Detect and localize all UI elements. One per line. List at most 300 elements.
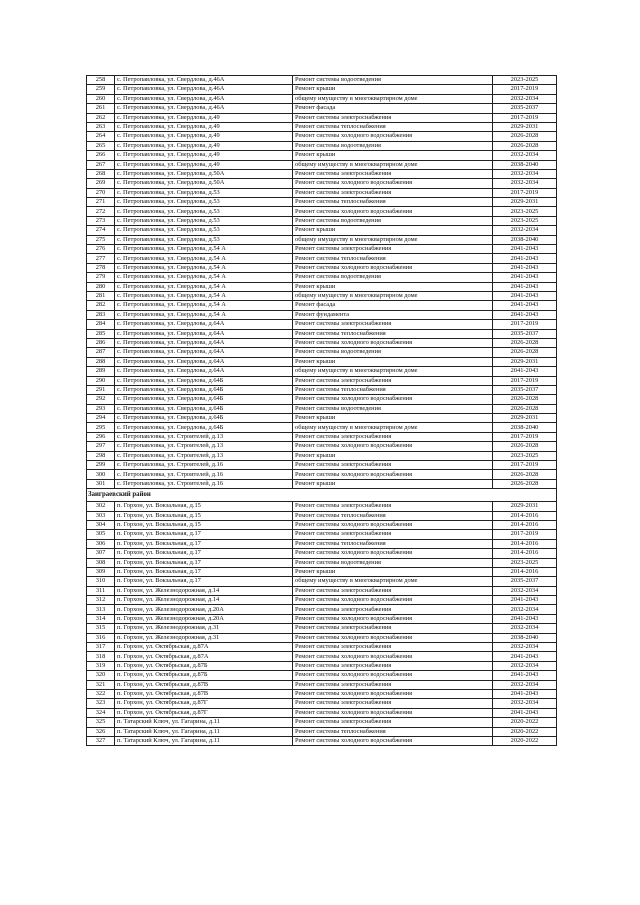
- row-number-cell: 259: [87, 85, 115, 94]
- row-number-cell: 264: [87, 132, 115, 141]
- table-row: [87, 423, 557, 432]
- work-type-cell: Ремонт системы холодного водоснабжения: [293, 549, 493, 558]
- work-type-cell: Ремонт системы холодного водоснабжения: [293, 652, 493, 661]
- period-cell: 2014-2016: [493, 539, 557, 548]
- row-number-cell: 302: [87, 502, 115, 511]
- work-type-cell: Ремонт крыши: [293, 414, 493, 423]
- period-cell: 2017-2019: [493, 432, 557, 441]
- section-header-row: [87, 489, 557, 502]
- address-cell: п. Татарский Ключ, ул. Гагарина, д.11: [115, 718, 293, 727]
- row-number-cell: 272: [87, 207, 115, 216]
- address-cell: с. Петропавловка, ул. Свердлова, д.54 А: [115, 245, 293, 254]
- address-cell: п. Горхон, ул. Октябрьская, д.87Б: [115, 671, 293, 680]
- table-row: [87, 451, 557, 460]
- row-number-cell: 315: [87, 624, 115, 633]
- work-type-cell: Ремонт системы электроснабжения: [293, 624, 493, 633]
- table-row: [87, 376, 557, 385]
- period-cell: 2029-2031: [493, 198, 557, 207]
- period-cell: 2026-2028: [493, 132, 557, 141]
- period-cell: 2032-2034: [493, 624, 557, 633]
- table-row: [87, 470, 557, 479]
- period-cell: 2041-2043: [493, 708, 557, 717]
- period-cell: 2026-2028: [493, 395, 557, 404]
- work-type-cell: Ремонт системы теплоснабжения: [293, 254, 493, 263]
- address-cell: с. Петропавловка, ул. Свердлова, д.49: [115, 141, 293, 150]
- address-cell: п. Горхон, ул. Железнодорожная, д.14: [115, 596, 293, 605]
- table-row: [87, 414, 557, 423]
- row-number-cell: 296: [87, 432, 115, 441]
- period-cell: 2038-2040: [493, 633, 557, 642]
- work-type-cell: Ремонт системы холодного водоснабжения: [293, 736, 493, 745]
- address-cell: п. Горхон, ул. Вокзальная, д.17: [115, 539, 293, 548]
- row-number-cell: 304: [87, 520, 115, 529]
- address-cell: с. Петропавловка, ул. Свердлова, д.64А: [115, 338, 293, 347]
- table-row: [87, 291, 557, 300]
- address-cell: с. Петропавловка, ул. Свердлова, д.54 А: [115, 310, 293, 319]
- address-cell: с. Петропавловка, ул. Свердлова, д.64Б: [115, 423, 293, 432]
- period-cell: 2032-2034: [493, 169, 557, 178]
- table-row: [87, 549, 557, 558]
- address-cell: с. Петропавловка, ул. Свердлова, д.53: [115, 226, 293, 235]
- address-cell: п. Горхон, ул. Железнодорожная, д.20А: [115, 614, 293, 623]
- table-row: [87, 718, 557, 727]
- period-cell: 2026-2028: [493, 348, 557, 357]
- address-cell: с. Петропавловка, ул. Свердлова, д.49: [115, 113, 293, 122]
- table-row: [87, 329, 557, 338]
- work-type-cell: Ремонт крыши: [293, 357, 493, 366]
- period-cell: 2014-2016: [493, 549, 557, 558]
- address-cell: п. Горхон, ул. Октябрьская, д.87Б: [115, 661, 293, 670]
- row-number-cell: 308: [87, 558, 115, 567]
- row-number-cell: 281: [87, 291, 115, 300]
- row-number-cell: 290: [87, 376, 115, 385]
- period-cell: 2032-2034: [493, 699, 557, 708]
- row-number-cell: 278: [87, 263, 115, 272]
- table-row: [87, 577, 557, 586]
- table-row: [87, 254, 557, 263]
- period-cell: 2017-2019: [493, 461, 557, 470]
- address-cell: п. Горхон, ул. Железнодорожная, д.20А: [115, 605, 293, 614]
- address-cell: с. Петропавловка, ул. Свердлова, д.54 А: [115, 282, 293, 291]
- work-type-cell: Ремонт системы холодного водоснабжения: [293, 338, 493, 347]
- row-number-cell: 258: [87, 76, 115, 85]
- row-number-cell: 289: [87, 367, 115, 376]
- work-type-cell: Ремонт системы холодного водоснабжения: [293, 263, 493, 272]
- address-cell: п. Горхон, ул. Железнодорожная, д.14: [115, 586, 293, 595]
- table-body: [87, 76, 557, 746]
- work-type-cell: Ремонт системы водоотведения: [293, 216, 493, 225]
- row-number-cell: 311: [87, 586, 115, 595]
- address-cell: п. Горхон, ул. Октябрьская, д.87А: [115, 643, 293, 652]
- row-number-cell: 293: [87, 404, 115, 413]
- work-type-cell: Ремонт системы электроснабжения: [293, 643, 493, 652]
- row-number-cell: 288: [87, 357, 115, 366]
- period-cell: 2026-2028: [493, 470, 557, 479]
- work-type-cell: Ремонт системы электроснабжения: [293, 661, 493, 670]
- period-cell: 2023-2025: [493, 216, 557, 225]
- work-type-cell: Ремонт системы электроснабжения: [293, 188, 493, 197]
- work-type-cell: Ремонт системы холодного водоснабжения: [293, 614, 493, 623]
- period-cell: 2017-2019: [493, 320, 557, 329]
- work-type-cell: Ремонт системы холодного водоснабжения: [293, 207, 493, 216]
- row-number-cell: 279: [87, 273, 115, 282]
- table-row: [87, 596, 557, 605]
- address-cell: п. Горхон, ул. Вокзальная, д.17: [115, 558, 293, 567]
- work-type-cell: Ремонт системы водоотведения: [293, 76, 493, 85]
- table-row: [87, 198, 557, 207]
- work-type-cell: Ремонт крыши: [293, 282, 493, 291]
- table-row: [87, 348, 557, 357]
- period-cell: 2032-2034: [493, 94, 557, 103]
- period-cell: 2041-2043: [493, 652, 557, 661]
- work-type-cell: общему имуществу в многоквартирном доме: [293, 94, 493, 103]
- row-number-cell: 277: [87, 254, 115, 263]
- work-type-cell: Ремонт системы теплоснабжения: [293, 122, 493, 131]
- period-cell: 2041-2043: [493, 671, 557, 680]
- address-cell: с. Петропавловка, ул. Свердлова, д.54 А: [115, 273, 293, 282]
- period-cell: 2038-2040: [493, 235, 557, 244]
- table-row: [87, 160, 557, 169]
- table-row: [87, 141, 557, 150]
- work-type-cell: Ремонт системы водоотведения: [293, 558, 493, 567]
- period-cell: 2038-2040: [493, 423, 557, 432]
- row-number-cell: 322: [87, 690, 115, 699]
- period-cell: 2032-2034: [493, 680, 557, 689]
- row-number-cell: 270: [87, 188, 115, 197]
- row-number-cell: 303: [87, 511, 115, 520]
- address-cell: с. Петропавловка, ул. Свердлова, д.49: [115, 132, 293, 141]
- row-number-cell: 298: [87, 451, 115, 460]
- table-row: [87, 671, 557, 680]
- address-cell: с. Петропавловка, ул. Свердлова, д.64А: [115, 320, 293, 329]
- period-cell: 2017-2019: [493, 188, 557, 197]
- address-cell: п. Горхон, ул. Вокзальная, д.17: [115, 577, 293, 586]
- work-type-cell: общему имуществу в многоквартирном доме: [293, 291, 493, 300]
- address-cell: п. Горхон, ул. Вокзальная, д.17: [115, 567, 293, 576]
- period-cell: 2014-2016: [493, 511, 557, 520]
- row-number-cell: 309: [87, 567, 115, 576]
- work-type-cell: Ремонт системы электроснабжения: [293, 605, 493, 614]
- period-cell: 2041-2043: [493, 614, 557, 623]
- table-row: [87, 245, 557, 254]
- work-type-cell: Ремонт системы электроснабжения: [293, 320, 493, 329]
- work-type-cell: Ремонт системы холодного водоснабжения: [293, 708, 493, 717]
- row-number-cell: 305: [87, 530, 115, 539]
- address-cell: с. Петропавловка, ул. Свердлова, д.49: [115, 160, 293, 169]
- table-row: [87, 605, 557, 614]
- address-cell: с. Петропавловка, ул. Свердлова, д.49: [115, 122, 293, 131]
- table-row: [87, 179, 557, 188]
- table-row: [87, 699, 557, 708]
- table-row: [87, 320, 557, 329]
- work-type-cell: Ремонт крыши: [293, 151, 493, 160]
- address-cell: с. Петропавловка, ул. Свердлова, д.64Б: [115, 414, 293, 423]
- row-number-cell: 268: [87, 169, 115, 178]
- period-cell: 2035-2037: [493, 385, 557, 394]
- row-number-cell: 267: [87, 160, 115, 169]
- table-row: [87, 188, 557, 197]
- row-number-cell: 299: [87, 461, 115, 470]
- address-cell: с. Петропавловка, ул. Свердлова, д.53: [115, 188, 293, 197]
- period-cell: 2041-2043: [493, 263, 557, 272]
- table-row: [87, 169, 557, 178]
- period-cell: 2029-2031: [493, 357, 557, 366]
- address-cell: п. Горхон, ул. Вокзальная, д.17: [115, 530, 293, 539]
- work-type-cell: Ремонт системы теплоснабжения: [293, 727, 493, 736]
- row-number-cell: 282: [87, 301, 115, 310]
- row-number-cell: 285: [87, 329, 115, 338]
- table-row: [87, 586, 557, 595]
- table-row: [87, 633, 557, 642]
- row-number-cell: 266: [87, 151, 115, 160]
- work-type-cell: Ремонт системы холодного водоснабжения: [293, 596, 493, 605]
- row-number-cell: 275: [87, 235, 115, 244]
- work-type-cell: Ремонт крыши: [293, 479, 493, 488]
- work-type-cell: Ремонт системы теплоснабжения: [293, 511, 493, 520]
- address-cell: с. Петропавловка, ул. Свердлова, д.54 А: [115, 263, 293, 272]
- period-cell: 2023-2025: [493, 76, 557, 85]
- row-number-cell: 292: [87, 395, 115, 404]
- table-row: [87, 94, 557, 103]
- address-cell: с. Петропавловка, ул. Свердлова, д.54 А: [115, 254, 293, 263]
- address-cell: п. Горхон, ул. Вокзальная, д.15: [115, 502, 293, 511]
- table-row: [87, 357, 557, 366]
- row-number-cell: 316: [87, 633, 115, 642]
- period-cell: 2032-2034: [493, 661, 557, 670]
- address-cell: с. Петропавловка, ул. Свердлова, д.64Б: [115, 395, 293, 404]
- table-row: [87, 539, 557, 548]
- period-cell: 2020-2022: [493, 718, 557, 727]
- address-cell: п. Татарский Ключ, ул. Гагарина, д.11: [115, 727, 293, 736]
- table-row: [87, 530, 557, 539]
- period-cell: 2032-2034: [493, 179, 557, 188]
- table-row: [87, 567, 557, 576]
- period-cell: 2041-2043: [493, 301, 557, 310]
- period-cell: 2029-2031: [493, 414, 557, 423]
- period-cell: 2026-2028: [493, 141, 557, 150]
- table-row: [87, 301, 557, 310]
- period-cell: 2041-2043: [493, 367, 557, 376]
- work-type-cell: Ремонт системы электроснабжения: [293, 502, 493, 511]
- work-type-cell: общему имуществу в многоквартирном доме: [293, 160, 493, 169]
- table-row: [87, 558, 557, 567]
- table-row: [87, 113, 557, 122]
- table-row: [87, 235, 557, 244]
- table-row: [87, 643, 557, 652]
- address-cell: п. Горхон, ул. Октябрьская, д.87В: [115, 690, 293, 699]
- row-number-cell: 320: [87, 671, 115, 680]
- row-number-cell: 265: [87, 141, 115, 150]
- address-cell: с. Петропавловка, ул. Свердлова, д.49: [115, 151, 293, 160]
- address-cell: с. Петропавловка, ул. Свердлова, д.46А: [115, 76, 293, 85]
- period-cell: 2026-2028: [493, 338, 557, 347]
- period-cell: 2032-2034: [493, 226, 557, 235]
- row-number-cell: 325: [87, 718, 115, 727]
- work-type-cell: Ремонт системы электроснабжения: [293, 169, 493, 178]
- row-number-cell: 312: [87, 596, 115, 605]
- table-row: [87, 151, 557, 160]
- table-row: [87, 404, 557, 413]
- work-type-cell: Ремонт системы электроснабжения: [293, 530, 493, 539]
- period-cell: 2014-2016: [493, 567, 557, 576]
- row-number-cell: 314: [87, 614, 115, 623]
- table-row: [87, 226, 557, 235]
- row-number-cell: 273: [87, 216, 115, 225]
- table-row: [87, 207, 557, 216]
- period-cell: 2035-2037: [493, 329, 557, 338]
- document-page: [86, 75, 556, 746]
- address-cell: с. Петропавловка, ул. Свердлова, д.50А: [115, 169, 293, 178]
- period-cell: 2017-2019: [493, 376, 557, 385]
- address-cell: с. Петропавловка, ул. Свердлова, д.50А: [115, 179, 293, 188]
- row-number-cell: 269: [87, 179, 115, 188]
- row-number-cell: 310: [87, 577, 115, 586]
- address-cell: с. Петропавловка, ул. Свердлова, д.46А: [115, 85, 293, 94]
- period-cell: 2041-2043: [493, 245, 557, 254]
- row-number-cell: 319: [87, 661, 115, 670]
- address-cell: с. Петропавловка, ул. Свердлова, д.46А: [115, 104, 293, 113]
- table-row: [87, 624, 557, 633]
- row-number-cell: 324: [87, 708, 115, 717]
- table-row: [87, 395, 557, 404]
- table-row: [87, 511, 557, 520]
- table-row: [87, 708, 557, 717]
- table-row: [87, 282, 557, 291]
- work-type-cell: Ремонт системы теплоснабжения: [293, 385, 493, 394]
- row-number-cell: 283: [87, 310, 115, 319]
- table-row: [87, 461, 557, 470]
- table-row: [87, 736, 557, 745]
- work-type-cell: Ремонт системы электроснабжения: [293, 699, 493, 708]
- table-row: [87, 661, 557, 670]
- address-cell: с. Петропавловка, ул. Свердлова, д.54 А: [115, 291, 293, 300]
- table-row: [87, 273, 557, 282]
- table-row: [87, 727, 557, 736]
- period-cell: 2020-2022: [493, 736, 557, 745]
- work-type-cell: Ремонт фасада: [293, 301, 493, 310]
- address-cell: п. Горхон, ул. Октябрьская, д.87Г: [115, 708, 293, 717]
- row-number-cell: 318: [87, 652, 115, 661]
- period-cell: 2029-2031: [493, 502, 557, 511]
- row-number-cell: 313: [87, 605, 115, 614]
- table-row: [87, 338, 557, 347]
- work-type-cell: Ремонт системы холодного водоснабжения: [293, 442, 493, 451]
- work-type-cell: Ремонт крыши: [293, 567, 493, 576]
- address-cell: п. Горхон, ул. Вокзальная, д.15: [115, 511, 293, 520]
- work-type-cell: Ремонт системы холодного водоснабжения: [293, 520, 493, 529]
- period-cell: 2041-2043: [493, 273, 557, 282]
- period-cell: 2041-2043: [493, 291, 557, 300]
- table-row: [87, 432, 557, 441]
- work-type-cell: Ремонт системы холодного водоснабжения: [293, 395, 493, 404]
- address-cell: п. Горхон, ул. Вокзальная, д.15: [115, 520, 293, 529]
- work-type-cell: общему имуществу в многоквартирном доме: [293, 423, 493, 432]
- address-cell: с. Петропавловка, ул. Свердлова, д.46А: [115, 94, 293, 103]
- address-cell: с. Петропавловка, ул. Свердлова, д.53: [115, 216, 293, 225]
- row-number-cell: 260: [87, 94, 115, 103]
- period-cell: 2017-2019: [493, 85, 557, 94]
- work-type-cell: Ремонт системы электроснабжения: [293, 376, 493, 385]
- address-cell: п. Горхон, ул. Октябрьская, д.87Г: [115, 699, 293, 708]
- work-type-cell: Ремонт крыши: [293, 85, 493, 94]
- work-type-cell: Ремонт системы теплоснабжения: [293, 329, 493, 338]
- address-cell: п. Горхон, ул. Октябрьская, д.87В: [115, 680, 293, 689]
- period-cell: 2041-2043: [493, 254, 557, 263]
- period-cell: 2026-2028: [493, 442, 557, 451]
- table-row: [87, 690, 557, 699]
- period-cell: 2026-2028: [493, 404, 557, 413]
- work-type-cell: Ремонт системы электроснабжения: [293, 432, 493, 441]
- row-number-cell: 294: [87, 414, 115, 423]
- table-row: [87, 85, 557, 94]
- period-cell: 2017-2019: [493, 113, 557, 122]
- table-row: [87, 385, 557, 394]
- table-row: [87, 442, 557, 451]
- address-cell: п. Горхон, ул. Октябрьская, д.87А: [115, 652, 293, 661]
- row-number-cell: 326: [87, 727, 115, 736]
- table-row: [87, 614, 557, 623]
- table-row: [87, 310, 557, 319]
- period-cell: 2032-2034: [493, 605, 557, 614]
- work-type-cell: Ремонт системы водоотведения: [293, 141, 493, 150]
- period-cell: 2041-2043: [493, 282, 557, 291]
- period-cell: 2038-2040: [493, 160, 557, 169]
- period-cell: 2035-2037: [493, 577, 557, 586]
- section-title: Заиграевский район: [87, 489, 557, 502]
- address-cell: с. Петропавловка, ул. Свердлова, д.53: [115, 235, 293, 244]
- address-cell: с. Петропавловка, ул. Свердлова, д.64Б: [115, 385, 293, 394]
- work-type-cell: Ремонт системы водоотведения: [293, 404, 493, 413]
- row-number-cell: 276: [87, 245, 115, 254]
- table-row: [87, 680, 557, 689]
- period-cell: 2020-2022: [493, 727, 557, 736]
- period-cell: 2032-2034: [493, 643, 557, 652]
- work-type-cell: Ремонт системы электроснабжения: [293, 461, 493, 470]
- address-cell: с. Петропавловка, ул. Свердлова, д.53: [115, 198, 293, 207]
- table-row: [87, 502, 557, 511]
- row-number-cell: 286: [87, 338, 115, 347]
- table-row: [87, 520, 557, 529]
- work-type-cell: Ремонт системы электроснабжения: [293, 718, 493, 727]
- period-cell: 2017-2019: [493, 530, 557, 539]
- work-type-cell: Ремонт фундамента: [293, 310, 493, 319]
- work-type-cell: Ремонт фасада: [293, 104, 493, 113]
- work-type-cell: Ремонт системы электроснабжения: [293, 586, 493, 595]
- address-cell: с. Петропавловка, ул. Строителей, д.16: [115, 470, 293, 479]
- row-number-cell: 300: [87, 470, 115, 479]
- period-cell: 2026-2028: [493, 479, 557, 488]
- work-type-cell: общему имуществу в многоквартирном доме: [293, 235, 493, 244]
- address-cell: с. Петропавловка, ул. Свердлова, д.64А: [115, 348, 293, 357]
- period-cell: 2014-2016: [493, 520, 557, 529]
- table-row: [87, 76, 557, 85]
- row-number-cell: 327: [87, 736, 115, 745]
- address-cell: с. Петропавловка, ул. Строителей, д.13: [115, 432, 293, 441]
- address-cell: с. Петропавловка, ул. Свердлова, д.53: [115, 207, 293, 216]
- address-cell: с. Петропавловка, ул. Строителей, д.13: [115, 451, 293, 460]
- address-cell: с. Петропавловка, ул. Строителей, д.13: [115, 442, 293, 451]
- work-type-cell: Ремонт системы холодного водоснабжения: [293, 179, 493, 188]
- table-row: [87, 263, 557, 272]
- address-cell: п. Татарский Ключ, ул. Гагарина, д.11: [115, 736, 293, 745]
- period-cell: 2023-2025: [493, 207, 557, 216]
- work-type-cell: Ремонт системы холодного водоснабжения: [293, 690, 493, 699]
- row-number-cell: 317: [87, 643, 115, 652]
- row-number-cell: 321: [87, 680, 115, 689]
- row-number-cell: 307: [87, 549, 115, 558]
- row-number-cell: 295: [87, 423, 115, 432]
- period-cell: 2041-2043: [493, 310, 557, 319]
